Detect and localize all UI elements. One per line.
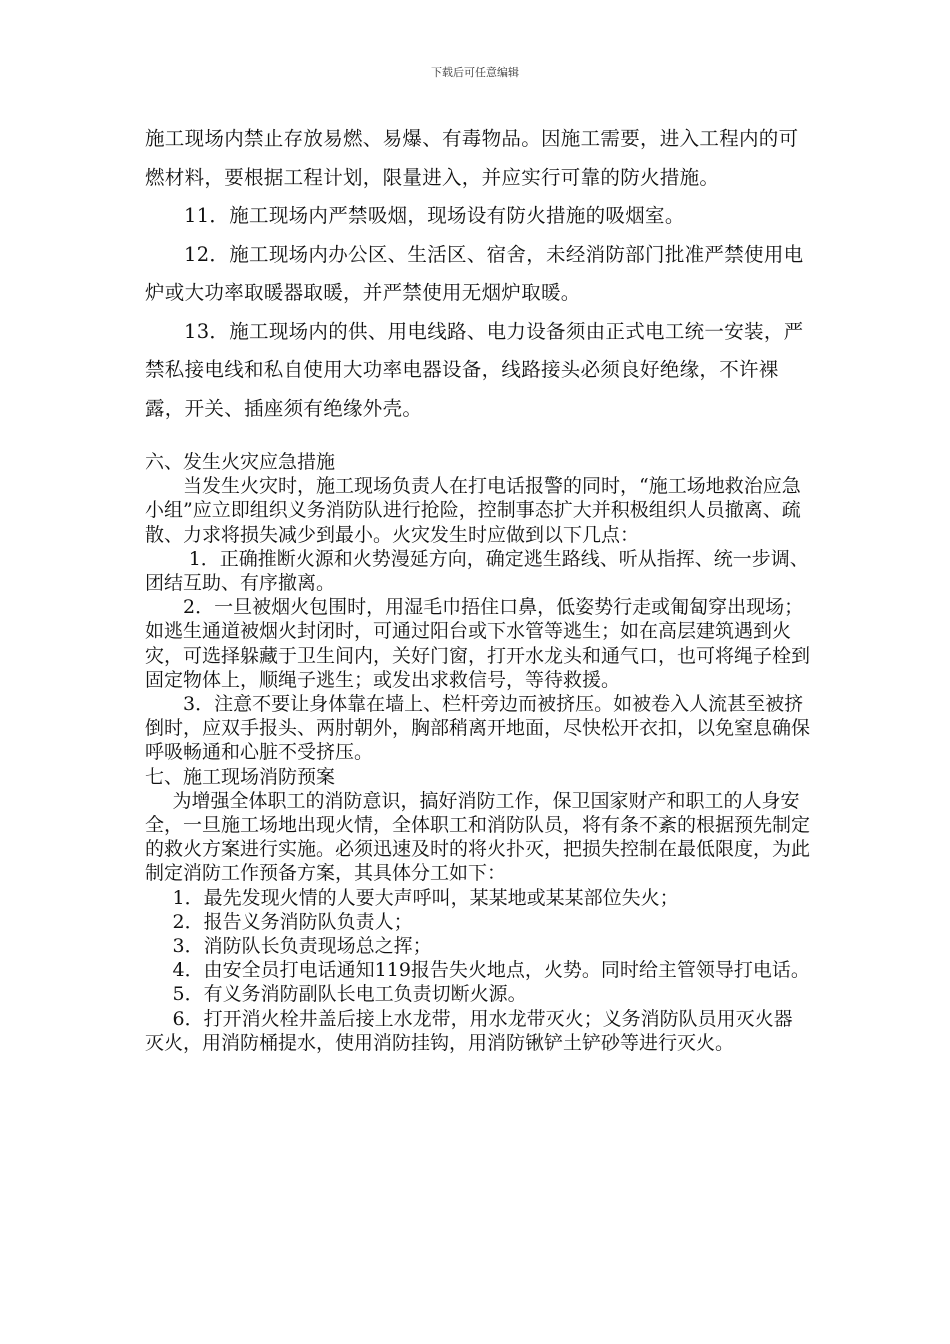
section-6-intro: 当发生火灾时，施工现场负责人在打电话报警的同时，“施工场地救治应急小组”应立即组织义务消防队进行抢险，控制事态扩大并积极组织人员撤离、疏散、力求将损失减少到最小。火灾发生时应做到以下几点： bbox=[145, 475, 801, 546]
rule-13: 13．施工现场内的供、用电线路、电力设备须由正式电工统一安装，严禁私接电线和私自使用大功率电器设备，线路接头必须良好绝缘，不许裸露，开关、插座须有绝缘外壳。 bbox=[145, 319, 804, 420]
section-7-intro: 为增强全体职工的消防意识，搞好消防工作，保卫国家财产和职工的人身安全，一旦施工场地出现火情，全体职工和消防队员，将有条不紊的根据预先制定的救火方案进行实施。必须迅速及时的将火扑灭，把损失控制在最低限度，为此制定消防工作预备方案，其具体分工如下： bbox=[145, 789, 811, 885]
section-6-item: 3．注意不要让身体靠在墙上、栏杆旁边而被挤压。如被卷入人流甚至被挤倒时，应双手报头、两肘朝外，胸部稍离开地面，尽快松开衣扣，以免窒息确保呼吸畅通和心脏不受挤压。 bbox=[145, 693, 811, 764]
section-7-heading: 七、施工现场消防预案 bbox=[145, 765, 336, 788]
section-6-item: 1．正确推断火源和火势漫延方向，确定逃生路线、听从指挥、统一步调、团结互助、有序撤离。 bbox=[145, 547, 809, 595]
section-7-item: 5．有义务消防副队长电工负责切断火源。 bbox=[172, 983, 527, 1006]
section-6-item: 2．一旦被烟火包围时，用湿毛巾捂住口鼻，低姿势行走或匍匐穿出现场；如逃生通道被烟火封闭时，可通过阳台或下水管等逃生；如在高层建筑遇到火灾，可选择躲藏于卫生间内，关好门窗，打开水龙头和通气口，也可将绳子栓到固定物体上，顺绳子逃生；或发出求救信号，等待救援。 bbox=[145, 596, 811, 691]
section-7-item: 4．由安全员打电话通知119报告失火地点，火势。同时给主管领导打电话。 bbox=[172, 959, 810, 982]
section-7-item: 6．打开消火栓井盖后接上水龙带，用水龙带灭火；义务消防队员用灭火器灭火，用消防桶提水，使用消防挂钩，用消防锹铲土铲砂等进行灭火。 bbox=[145, 1007, 793, 1054]
rule-11: 11．施工现场内严禁吸烟，现场设有防火措施的吸烟室。 bbox=[184, 204, 685, 227]
emergency-sections bbox=[145, 450, 810, 1055]
section-6-heading: 六、发生火灾应急措施 bbox=[145, 451, 336, 473]
section-7-item: 2．报告义务消防队负责人； bbox=[172, 910, 413, 933]
paragraph-flammables: 施工现场内禁止存放易燃、易爆、有毒物品。因施工需要，进入工程内的可燃材料，要根据工程计划，限量进入，并应实行可靠的防火措施。 bbox=[145, 127, 799, 189]
page-header: 下载后可任意编辑 bbox=[431, 66, 519, 79]
fire-safety-rules bbox=[145, 120, 810, 428]
section-7-item: 3．消防队长负责现场总之挥； bbox=[172, 935, 432, 958]
rule-12: 12．施工现场内办公区、生活区、宿舍，未经消防部门批准严禁使用电炉或大功率取暖器取暖，并严禁使用无烟炉取暖。 bbox=[145, 242, 804, 304]
section-7-item: 1．最先发现火情的人要大声呼叫，某某地或某某部位失火； bbox=[172, 886, 679, 909]
